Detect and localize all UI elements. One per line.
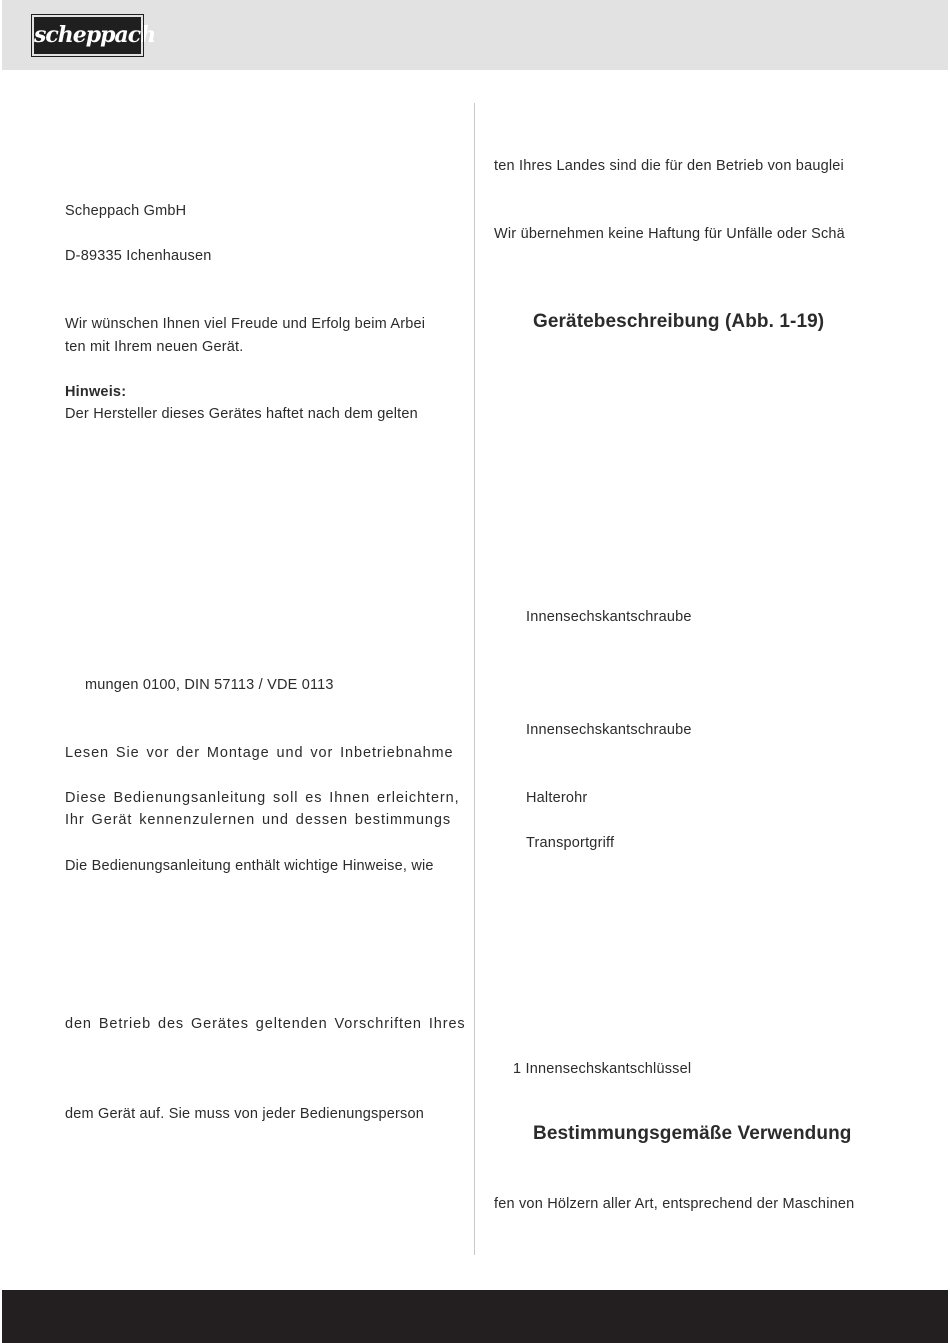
manual-purpose-line-1: Diese Bedienungsanleitung soll es Ihnen erleichtern, [65,790,460,806]
company-address: D-89335 Ichenhausen [65,248,212,264]
parts-item-4: Transportgriff [526,835,615,851]
page-header [2,0,948,70]
page-footer [2,1290,948,1343]
parts-item-3: Halterohr [526,790,588,806]
country-line: ten Ihres Landes sind die für den Betrieb von bauglei [494,158,844,174]
standards-line: mungen 0100, DIN 57113 / VDE 0113 [85,677,334,693]
note-label: Hinweis: [65,384,127,400]
usage-heading: Bestimmungsgemäße Verwendung [533,1123,852,1144]
description-heading: Gerätebeschreibung (Abb. 1-19) [533,311,825,332]
manual-purpose-line-2: Ihr Gerät kennenzulernen und dessen bestimmungs [65,812,451,828]
usage-line: fen von Hölzern aller Art, entsprechend der Maschinen [494,1196,855,1212]
read-instructions-line: Lesen Sie vor der Montage und vor Inbetriebnahme [65,745,454,761]
company-name: Scheppach GmbH [65,203,187,219]
liability-line: Wir übernehmen keine Haftung für Unfälle oder Schä [494,226,845,242]
regulations-line: den Betrieb des Gerätes geltenden Vorschriften Ihres [65,1016,466,1032]
scheppach-logo: scheppach [32,15,143,56]
parts-item-5: 1 Innensechskantschlüssel [513,1061,692,1077]
parts-item-2: Innensechskantschraube [526,722,692,738]
column-divider [474,103,475,1255]
operator-line: dem Gerät auf. Sie muss von jeder Bedienungsperson [65,1106,425,1122]
wish-line-1: Wir wünschen Ihnen viel Freude und Erfolg beim Arbei [65,316,426,332]
note-text: Der Hersteller dieses Gerätes haftet nach dem gelten [65,406,418,422]
parts-item-1: Innensechskantschraube [526,609,692,625]
wish-line-2: ten mit Ihrem neuen Gerät. [65,339,244,355]
manual-hints-line: Die Bedienungsanleitung enthält wichtige Hinweise, wie [65,858,434,874]
